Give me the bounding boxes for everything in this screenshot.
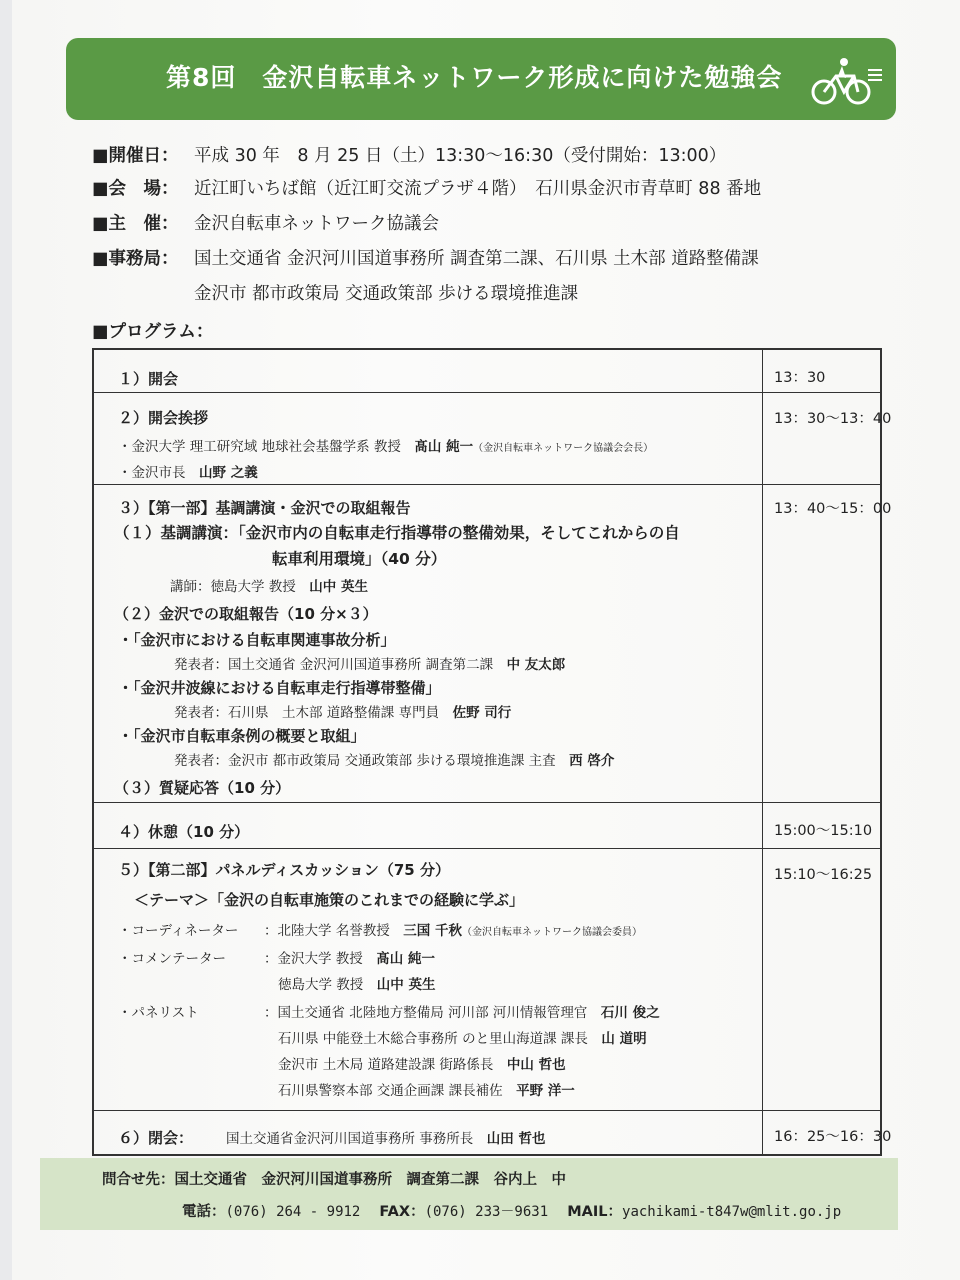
event-title: 第8回 金沢自転車ネットワーク形成に向けた勉強会: [166, 63, 783, 92]
program-row-part1: ３）【第一部】基調講演・金沢での取組報告 13：40～15：00 （１）基調講演：「金沢市内の自転車走行指導帯の整備効果，そしてこれからの自 転車利用環境」（40 分） 講師：徳島大学 教授 山中 英生 （２）金沢での取組報告（10 分×３） ・「金沢市における自転車関連事故分析」 発表者：国土交通省 金沢河川国道事務所 調査第二課 中 友太郎 ・「金沢井波線における自転車走行指導帯整備」 発表者：石川県 土木部 道路整備課 専門員 佐野 司行 ・「金沢市自転車条例の概要と取組」 発表者：金沢市 都市政策局 交通政策部 歩ける環境推進課 主査 西 啓介 （３）質疑応答（10 分）: [94, 484, 880, 803]
program-row-break: ４）休憩（10 分） 15:00～15:10: [94, 802, 880, 849]
title-banner: [66, 38, 896, 120]
info-date: ■開催日： 平成 30 年 8 月 25 日（土）13:30～16:30（受付開始：13:00）: [92, 146, 727, 166]
contact-footer: [40, 1158, 898, 1230]
contact-line: 問合せ先：国土交通省 金沢河川国道事務所 調査第二課 谷内上 中: [102, 1172, 566, 1188]
info-program-heading: ■プログラム：: [92, 322, 214, 342]
program-row-opening: １）開会 13：30: [118, 370, 826, 388]
info-host: ■主 催： 金沢自転車ネットワーク協議会: [92, 214, 439, 234]
mail-link: yachikami-t847w@mlit.go.jp: [622, 1204, 842, 1220]
info-office: ■事務局： 国土交通省 金沢河川国道事務所 調査第二課、石川県 土木部 道路整備課: [92, 249, 759, 269]
program-row-part2: ５）【第二部】パネルディスカッション（75 分） 15:10～16:25 ＜テーマ＞「金沢の自転車施策のこれまでの経験に学ぶ」 ・コーディネーター ：北陸大学 名誉教授 三国 千秋（金沢自転車ネットワーク協議会委員） ・コメンテーター ：金沢大学 教授 髙山 純一 徳島大学 教授 山中 英生 ・パネリスト ：国土交通省 北陸地方整備局 河川部 河川情報管理官 石川 俊之 石川県 中能登土木総合事務所 のと里山海道課 課長 山 道明 金沢市 土木局 道路建設課 街路係長 中山 哲也 石川県警察本部 交通企画課 課長補佐 平野 洋一: [94, 848, 880, 1111]
phone-line: 電話：(076) 264 - 9912 FAX：(076) 233－9631 MAIL：yachikami-t847w@mlit.go.jp: [182, 1204, 842, 1220]
program-row-greeting: ２）開会挨拶 13：30～13：40 ・金沢大学 理工研究域 地球社会基盤学系 教授 髙山 純一（金沢自転車ネットワーク協議会会長） ・金沢市長 山野 之義: [94, 392, 880, 485]
info-venue: ■会 場： 近江町いちば館（近江町交流プラザ４階） 石川県金沢市青草町 88 番地: [92, 179, 762, 199]
bicycle-icon: [810, 56, 882, 106]
program-table: [92, 348, 892, 1156]
info-office-line2: 金沢市 都市政策局 交通政策部 歩ける環境推進課: [194, 284, 579, 304]
program-row-closing: ６）閉会： 国土交通省金沢河川国道事務所 事務所長 山田 哲也 16：25～16：30: [94, 1110, 880, 1155]
